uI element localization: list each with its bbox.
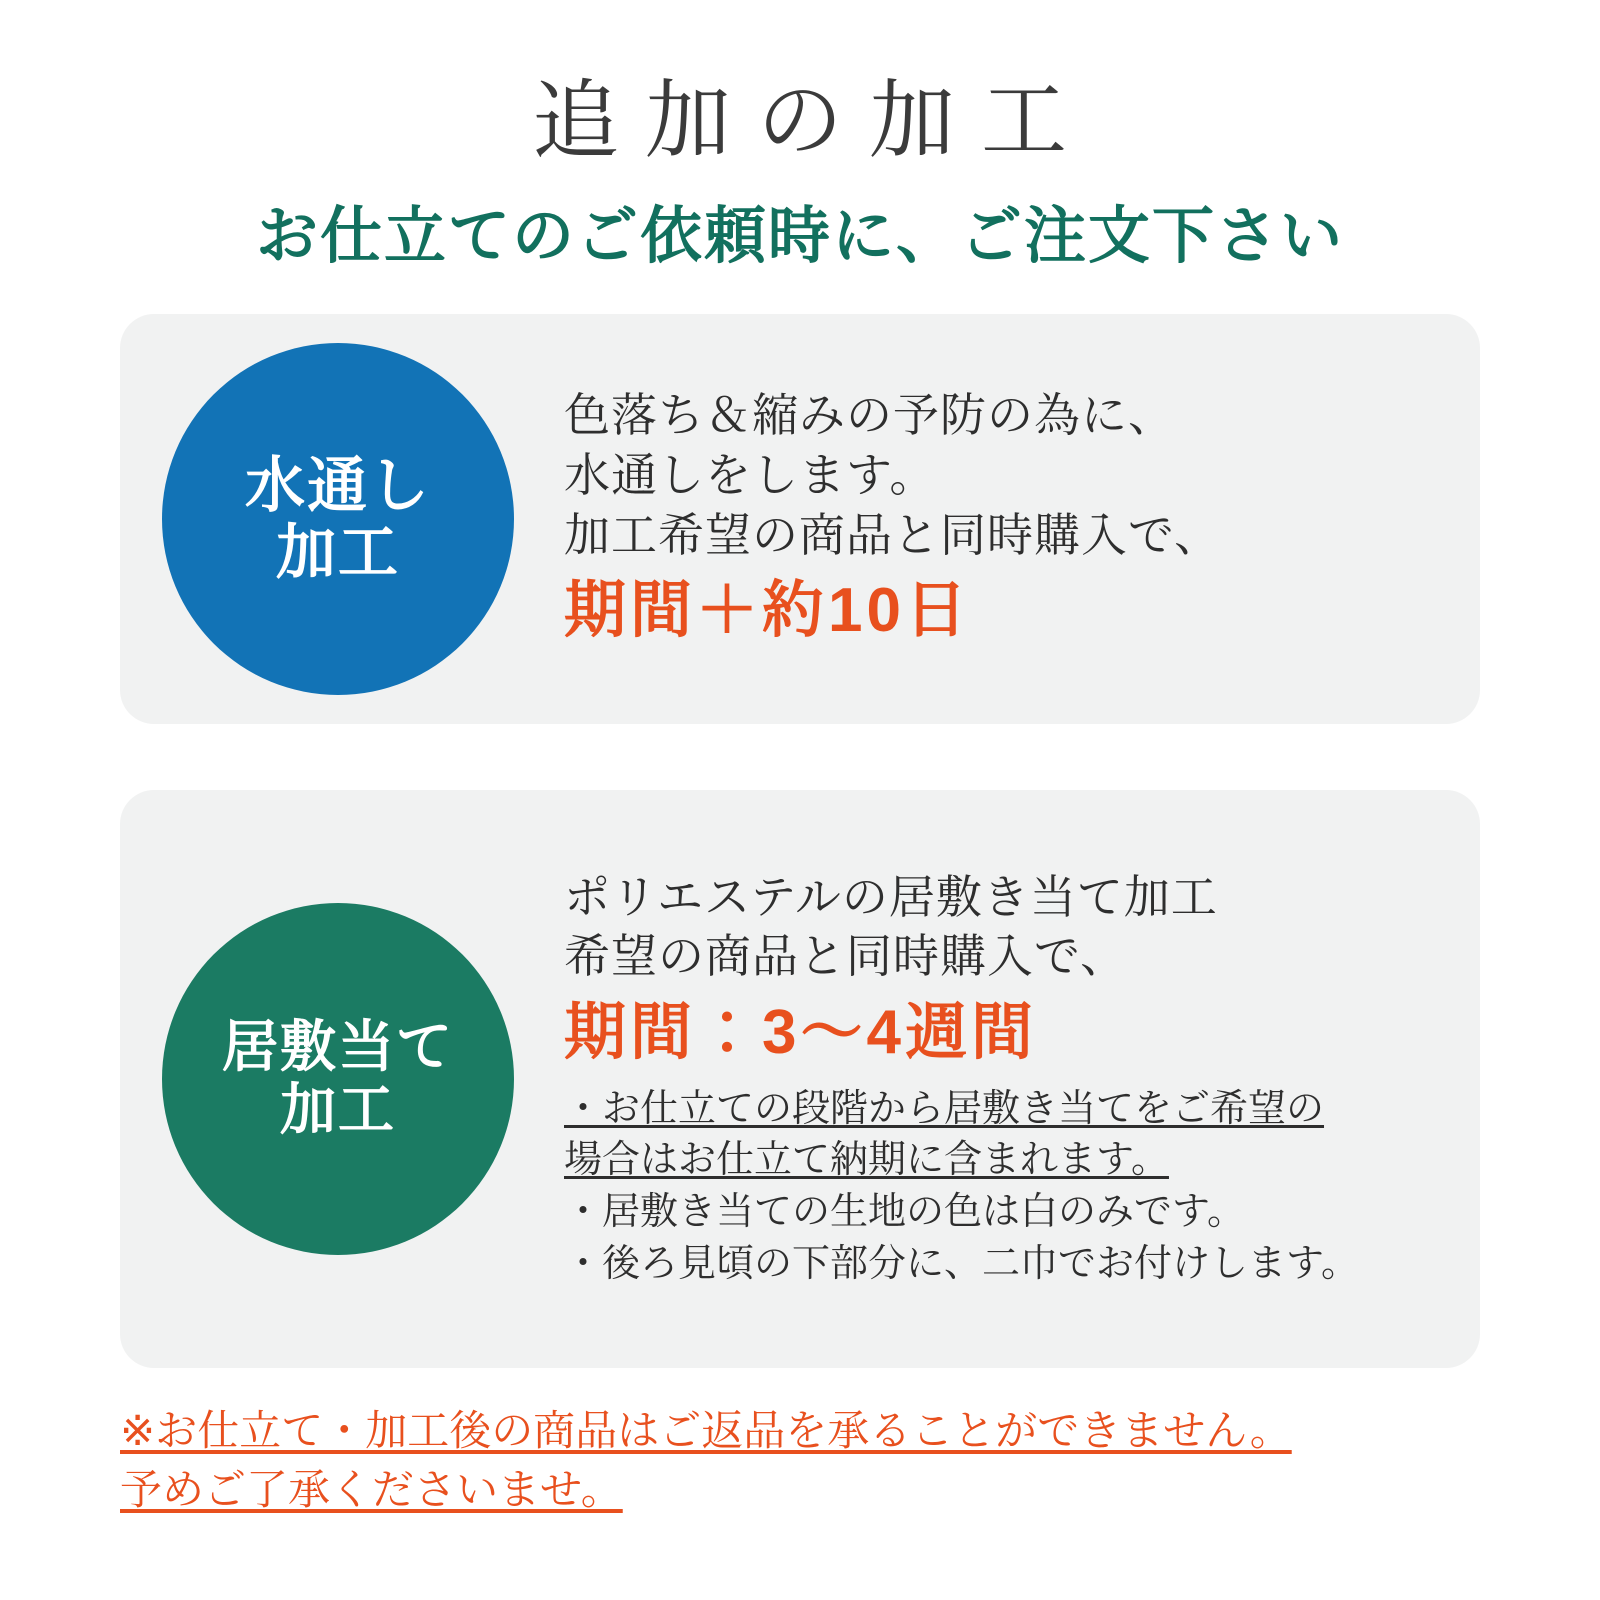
card-lining-note-4: ・後ろ見頃の下部分に、二巾でお付けします。: [564, 1242, 1359, 1285]
card-water-highlight: 期間＋約10日: [564, 576, 971, 646]
card-lining-note-1: ・お仕立ての段階から居敷き当てをご希望の: [564, 1087, 1325, 1130]
card-lining-note-2: 場合はお仕立て納期に含まれます。: [564, 1139, 1169, 1182]
footer-disclaimer: [120, 1402, 1480, 1520]
footer-disclaimer-line-2: 予めご了承くださいませ。: [120, 1465, 623, 1513]
card-water-treatment: [120, 314, 1480, 724]
card-water-line-2: 水通しをします。: [564, 448, 937, 501]
page-subtitle: お仕立てのご依頼時に、ご注文下さい: [255, 202, 1344, 271]
badge-water-treatment: [162, 343, 514, 695]
card-lining-line-2: 希望の商品と同時購入で、: [564, 930, 1128, 983]
card-water-line-1: 色落ち＆縮みの予防の為に、: [564, 389, 1175, 441]
card-water-body: [514, 386, 1446, 652]
card-lining-note-3: ・居敷き当ての生地の色は白のみです。: [564, 1191, 1245, 1234]
badge-label-line1: 居敷当て: [222, 1015, 454, 1079]
card-lining-treatment: [120, 790, 1480, 1368]
card-lining-body: [514, 868, 1446, 1291]
card-lining-highlight: 期間：3〜4週間: [564, 998, 1037, 1068]
badge-label-line1: 水通し: [245, 451, 431, 519]
page-title: 追加の加工: [533, 73, 1093, 169]
card-lining-notes: [564, 1084, 1440, 1291]
badge-lining-treatment: [162, 903, 514, 1255]
card-water-line-3: 加工希望の商品と同時購入で、: [564, 508, 1222, 561]
card-lining-line-1: ポリエステルの居敷き当て加工: [564, 870, 1218, 923]
badge-label-line2: 加工: [280, 1078, 396, 1141]
badge-label-line2: 加工: [276, 519, 400, 586]
footer-disclaimer-line-1: ※お仕立て・加工後の商品はご返品を承ることができません。: [120, 1407, 1292, 1454]
